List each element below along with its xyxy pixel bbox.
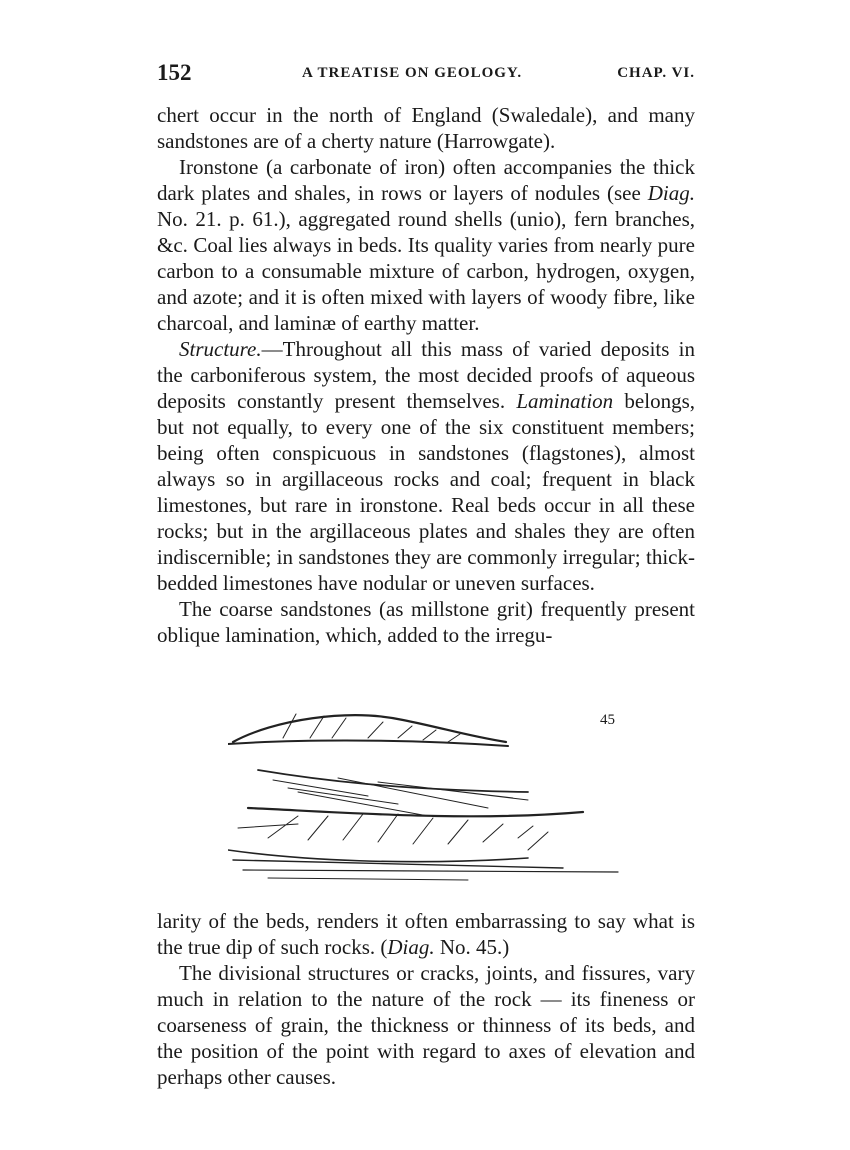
paragraph-sandstones: The coarse sandstones (as millstone grit) frequently present oblique lamination, which, added to the irregu- bbox=[157, 597, 695, 647]
section-heading: Structure. bbox=[179, 337, 262, 361]
running-title: A TREATISE ON GEOLOGY. bbox=[302, 65, 523, 81]
figure-number: 45 bbox=[600, 712, 615, 728]
chapter-label: CHAP. VI. bbox=[617, 65, 695, 81]
page-number: 152 bbox=[157, 60, 192, 85]
text-block-lower bbox=[157, 908, 695, 1090]
paragraph-chert: chert occur in the north of England (Swaledale), and many sandstones are of a cherty nature (Harrowgate). bbox=[157, 103, 695, 153]
oblique-lamination-diagram bbox=[228, 700, 628, 890]
paragraph-ironstone: Ironstone (a carbonate of iron) often accompanies the thick dark plates and shales, in rows or layers of nodules (see Diag. No. 21. p. 61.), aggregated round shells (unio), fern branches, &c. Coal lies always in beds. Its quality varies from nearly pure carbon to a consumable mixture of carbon, hydrogen, oxygen, and azote; and it is often mixed with layers of woody fibre, like charcoal, and laminæ of earthy matter. bbox=[157, 155, 695, 335]
running-header bbox=[157, 60, 695, 90]
paragraph-divisional-structures: The divisional structures or cracks, joints, and fissures, vary much in relation to the nature of the rock — its fineness or coarseness of grain, the thickness or thinness of its beds, and the position of the point with regard to axes of elevation and perhaps other causes. bbox=[157, 961, 695, 1089]
text-block-upper bbox=[157, 102, 695, 648]
paragraph-sandstones-continued: larity of the beds, renders it often embarrassing to say what is the true dip of such rocks. (Diag. No. 45.) bbox=[157, 909, 695, 959]
paragraph-structure: Structure.—Throughout all this mass of varied deposits in the carboniferous system, the most decided proofs of aqueous deposits constantly present themselves. Lamination belongs, but not equally, to every one of the six constituent members; being often conspicuous in sandstones (flagstones), almost always so in argillaceous rocks and coal; frequent in black limestones, but rare in ironstone. Real beds occur in all these rocks; but in the argillaceous plates and shales they are often indiscernible; in sandstones they are commonly irregular; thick-bedded limestones have nodular or uneven surfaces. bbox=[157, 337, 696, 595]
